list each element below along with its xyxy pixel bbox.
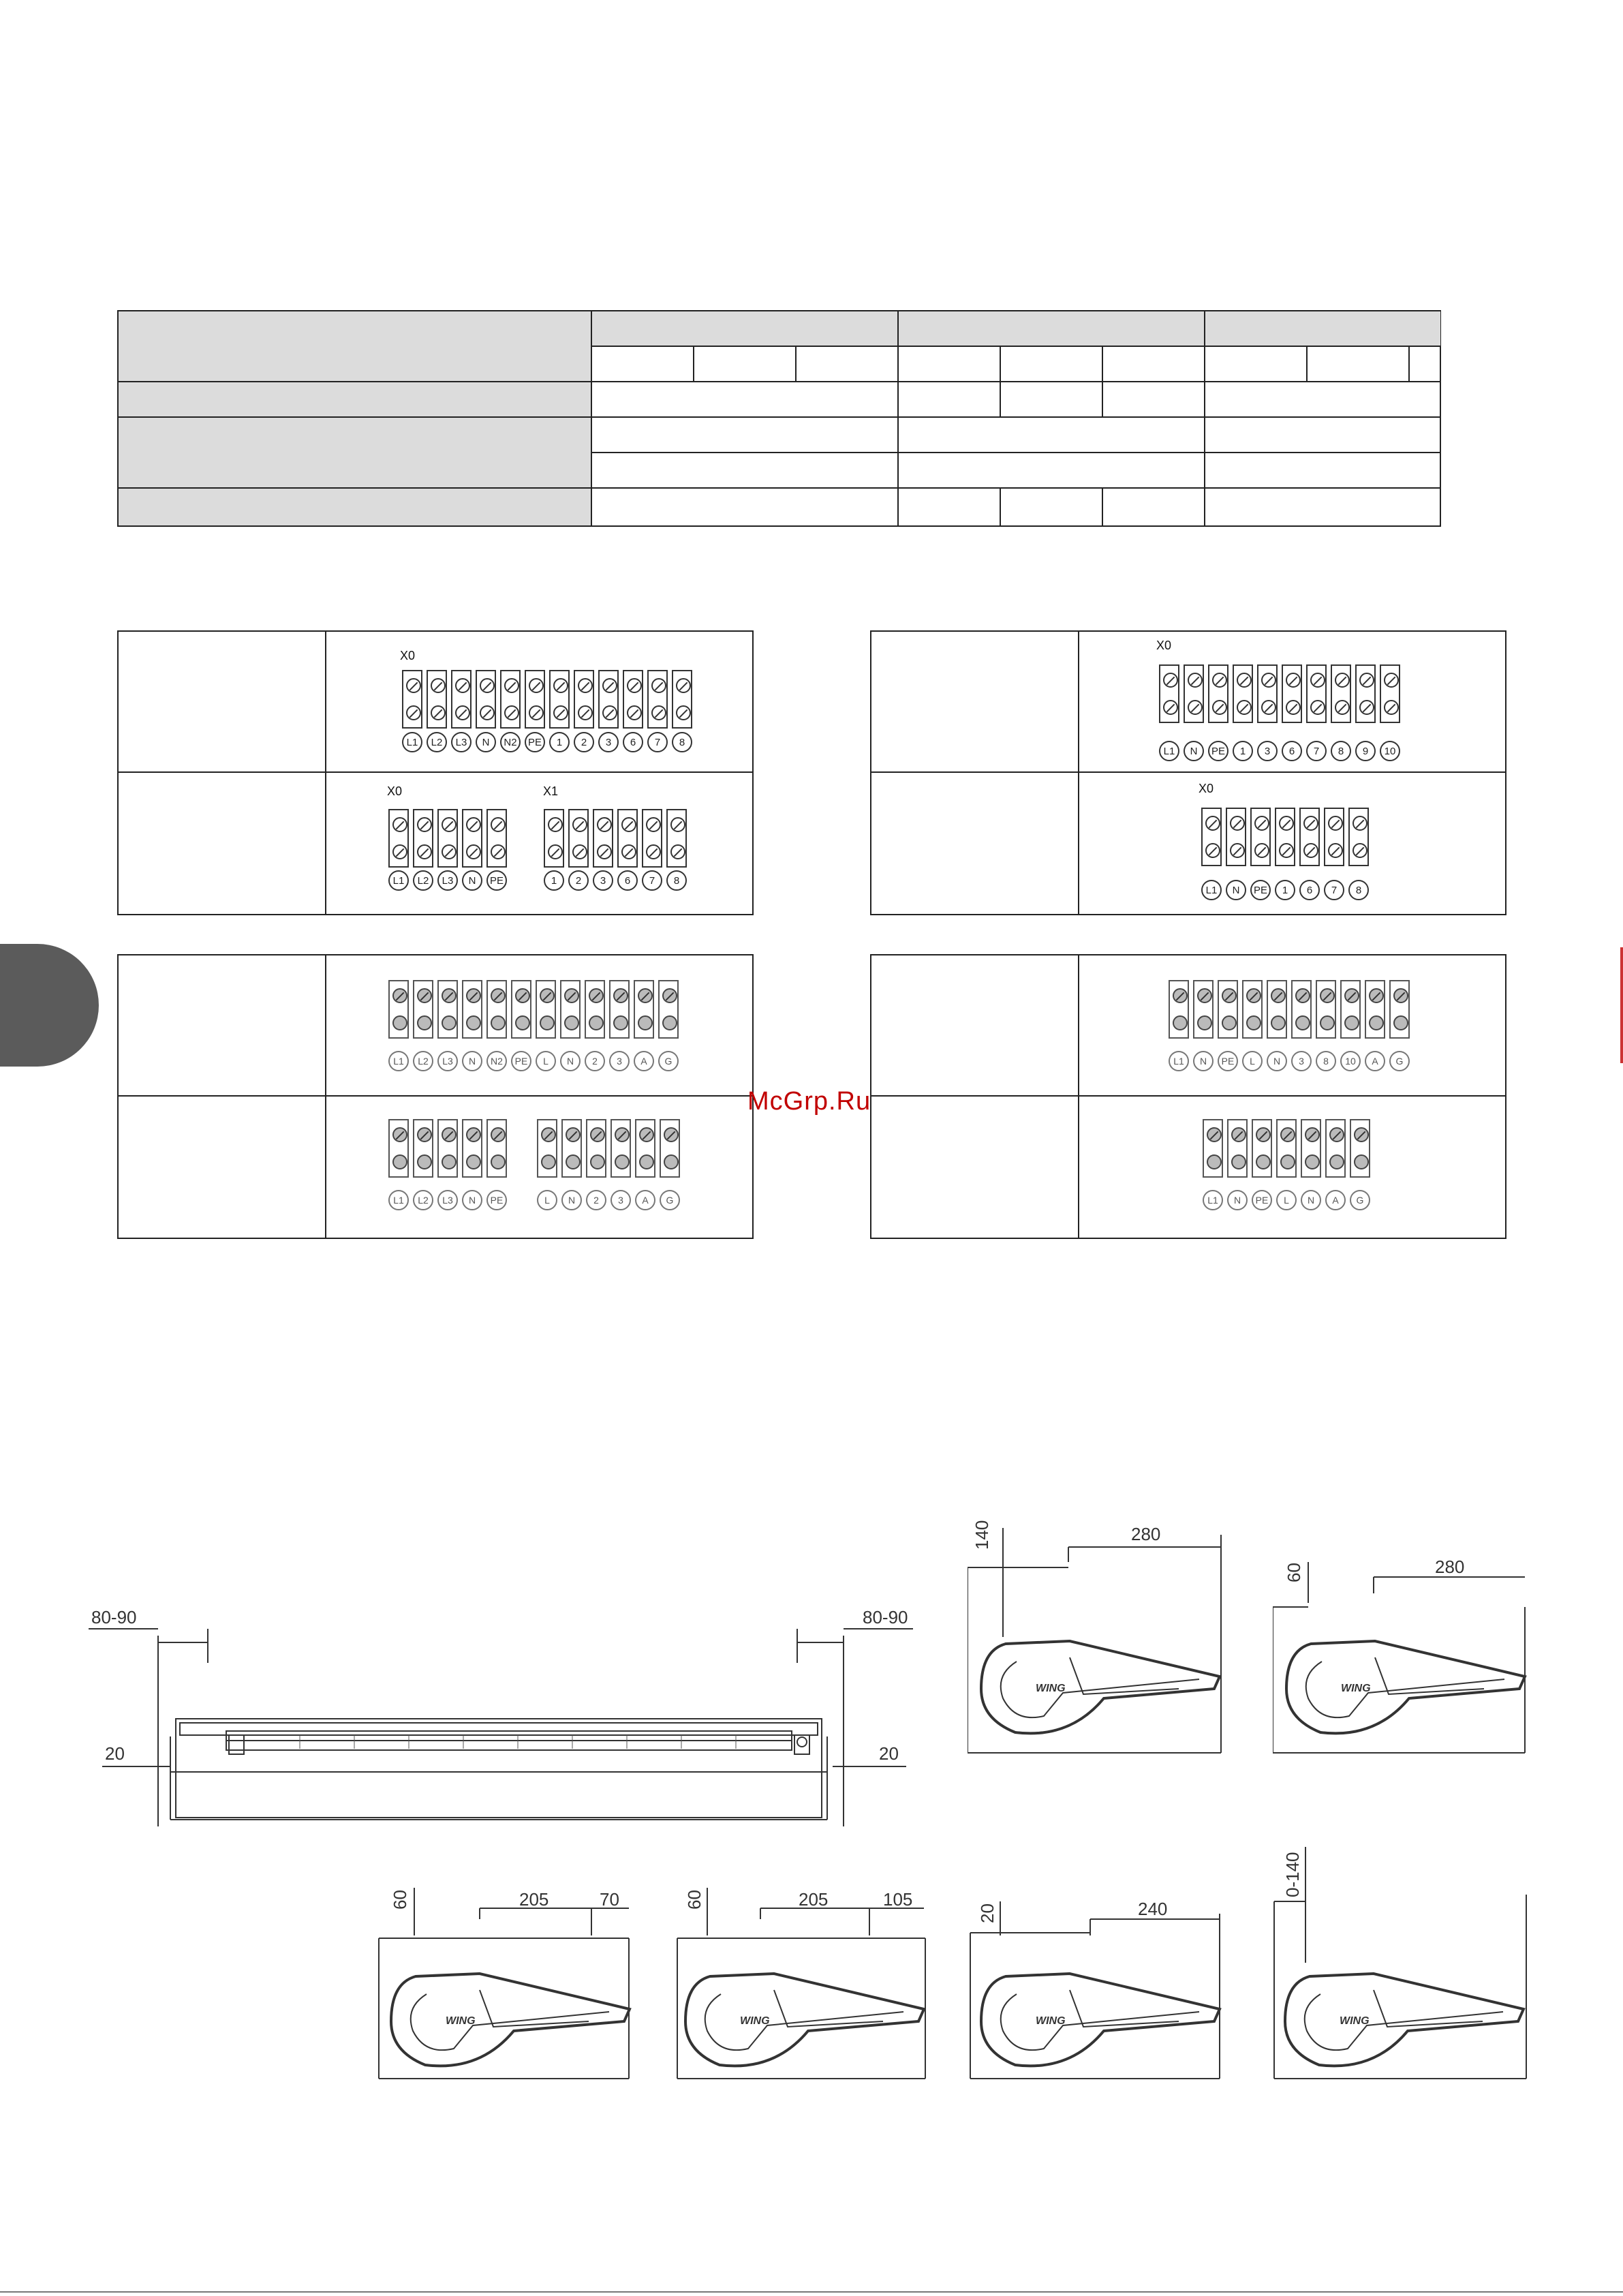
spec-cell — [592, 489, 899, 525]
spec-cell — [1001, 489, 1103, 525]
side-view-b — [1273, 1548, 1532, 1760]
unit-bracket — [229, 1735, 244, 1754]
terminal-box-bottom-right — [870, 954, 1506, 1239]
spec-sub-header — [592, 347, 694, 382]
dim-label-extra: 70 — [600, 1889, 619, 1910]
screw-terminal — [413, 809, 433, 868]
terminal-label: L1 — [388, 1190, 409, 1210]
screw-terminal — [1250, 808, 1271, 866]
screw-terminal — [437, 809, 458, 868]
terminal-label: N — [560, 1051, 581, 1071]
terminal-labels — [388, 1190, 507, 1210]
screw-terminal — [437, 980, 458, 1039]
screw-terminal — [1291, 980, 1312, 1039]
spec-cell — [1103, 489, 1205, 525]
screw-terminal — [427, 670, 447, 729]
terminal-label: 6 — [1282, 741, 1302, 761]
screw-terminal — [593, 809, 613, 868]
screw-terminal — [525, 670, 545, 729]
terminal-label: N2 — [486, 1051, 507, 1071]
terminal-label: L3 — [437, 1051, 458, 1071]
screw-terminal — [1203, 1119, 1223, 1178]
terminal-label: G — [1389, 1051, 1410, 1071]
terminal-label: N — [462, 870, 482, 891]
dim-label-horizontal: 205 — [519, 1889, 549, 1910]
block-label: X0 — [1156, 639, 1172, 652]
front-view-drawing — [68, 1602, 940, 1854]
terminal-label: 3 — [609, 1051, 630, 1071]
terminal-label: A — [635, 1190, 655, 1210]
dim-label-top: 60 — [1284, 1563, 1304, 1582]
terminal-label: 8 — [1331, 741, 1351, 761]
dim-label-top: 0-140 — [1282, 1852, 1303, 1897]
terminal-label: 6 — [617, 870, 638, 891]
terminal-label: L — [1276, 1190, 1297, 1210]
terminal-label: 8 — [672, 732, 692, 752]
screw-terminal — [1340, 980, 1361, 1039]
screw-terminal — [537, 1119, 557, 1178]
spec-group-header-2 — [899, 311, 1205, 347]
screw-terminal — [610, 1119, 631, 1178]
spec-sub-header — [694, 347, 797, 382]
screw-terminal — [617, 809, 638, 868]
screw-terminal — [437, 1119, 458, 1178]
spec-row-label — [119, 382, 592, 418]
watermark: McGrp.Ru — [747, 1087, 871, 1116]
screw-terminal — [609, 980, 630, 1039]
spec-sub-header — [1308, 347, 1410, 382]
terminal-label: PE — [486, 870, 507, 891]
dim-label-top: 60 — [390, 1890, 410, 1910]
terminal-labels — [1201, 880, 1369, 900]
screw-terminal — [1218, 980, 1238, 1039]
screw-terminal — [642, 809, 662, 868]
spec-sub-header — [899, 347, 1001, 382]
terminal-label: 9 — [1355, 741, 1376, 761]
terminal-label: L — [537, 1190, 557, 1210]
terminal-label: PE — [486, 1190, 507, 1210]
screw-terminal — [672, 670, 692, 729]
side-view-a — [968, 1514, 1254, 1760]
terminal-label: PE — [1218, 1051, 1238, 1071]
screw-terminal — [1257, 664, 1278, 723]
wing-logo: WING — [740, 2015, 770, 2027]
terminal-label: 3 — [593, 870, 613, 891]
spec-sub-header — [797, 347, 899, 382]
terminal-label: L1 — [1159, 741, 1179, 761]
dim-label-horizontal: 280 — [1435, 1557, 1465, 1577]
screw-terminal — [476, 670, 496, 729]
terminal-labels — [544, 870, 687, 891]
terminal-strip — [537, 1119, 680, 1178]
terminal-label: PE — [511, 1051, 531, 1071]
terminal-label: L1 — [388, 1051, 409, 1071]
box-divider — [325, 955, 326, 1238]
spec-cell — [1103, 382, 1205, 418]
screw-terminal — [1355, 664, 1376, 723]
screw-terminal — [486, 1119, 507, 1178]
terminal-labels — [388, 1051, 679, 1071]
wing-logo: WING — [1036, 1683, 1066, 1694]
screw-terminal — [544, 809, 564, 868]
terminal-label: 1 — [549, 732, 570, 752]
block-label: X0 — [400, 649, 416, 662]
spec-cell — [1205, 418, 1440, 453]
dim-label-horizontal: 205 — [799, 1889, 829, 1910]
terminal-label: N — [1184, 741, 1204, 761]
dim-label-top: 60 — [684, 1890, 705, 1910]
dim-label-top: 140 — [972, 1520, 992, 1550]
terminal-label: 2 — [574, 732, 594, 752]
screw-terminal — [1226, 808, 1246, 866]
screw-terminal — [402, 670, 422, 729]
terminal-label: L3 — [451, 732, 472, 752]
screw-terminal — [635, 1119, 655, 1178]
spec-cell — [899, 382, 1001, 418]
screw-terminal — [462, 980, 482, 1039]
terminal-label: 8 — [666, 870, 687, 891]
terminal-label: 1 — [1275, 880, 1295, 900]
terminal-label: 7 — [642, 870, 662, 891]
screw-terminal — [1275, 808, 1295, 866]
unit-top-strip — [180, 1723, 818, 1735]
terminal-label: 7 — [1306, 741, 1327, 761]
terminal-strip — [388, 1119, 507, 1178]
terminal-box-bottom-left — [117, 954, 754, 1239]
screw-terminal — [660, 1119, 680, 1178]
screw-terminal — [1282, 664, 1302, 723]
dim-label-right-side: 20 — [879, 1743, 899, 1764]
screw-terminal — [666, 809, 687, 868]
spec-cell — [592, 418, 899, 453]
terminal-label: N — [1193, 1051, 1214, 1071]
screw-terminal — [1193, 980, 1214, 1039]
screw-terminal — [561, 1119, 582, 1178]
screw-terminal — [598, 670, 619, 729]
screw-terminal — [568, 809, 589, 868]
terminal-label: L — [1242, 1051, 1263, 1071]
page-edge-mark — [1620, 947, 1623, 1063]
dim-label-left-gap: 80-90 — [91, 1607, 137, 1627]
screw-terminal — [1324, 808, 1344, 866]
terminal-label: PE — [525, 732, 545, 752]
terminal-label: 1 — [544, 870, 564, 891]
dim-label-extra: 105 — [883, 1889, 913, 1910]
unit-body — [176, 1719, 822, 1818]
dim-label-top: 20 — [977, 1903, 998, 1923]
screw-terminal — [1299, 808, 1320, 866]
terminal-box-top-right — [870, 630, 1506, 915]
spec-row-label — [119, 418, 592, 489]
block-label: X1 — [543, 784, 559, 798]
spec-cell — [1205, 489, 1440, 525]
wing-logo: WING — [1340, 2015, 1370, 2027]
terminal-label: 7 — [1324, 880, 1344, 900]
terminal-label: L1 — [388, 870, 409, 891]
terminal-label: 2 — [568, 870, 589, 891]
wing-logo: WING — [1341, 1683, 1371, 1694]
screw-terminal — [623, 670, 643, 729]
dim-label-horizontal: 240 — [1138, 1899, 1168, 1919]
screw-terminal — [658, 980, 679, 1039]
terminal-label: N — [462, 1051, 482, 1071]
screw-terminal — [486, 809, 507, 868]
screw-terminal — [1184, 664, 1204, 723]
screw-terminal — [586, 1119, 606, 1178]
side-view-f — [1267, 1833, 1540, 2092]
terminal-labels — [388, 870, 507, 891]
dim-label-right-gap: 80-90 — [863, 1607, 908, 1627]
spec-header-label-cell — [119, 311, 592, 382]
terminal-labels — [537, 1190, 680, 1210]
terminal-label: L1 — [1203, 1190, 1223, 1210]
terminal-label: L1 — [1169, 1051, 1189, 1071]
terminal-label: G — [658, 1051, 679, 1071]
terminal-label: 6 — [1299, 880, 1320, 900]
screw-terminal — [413, 980, 433, 1039]
terminal-labels — [1169, 1051, 1410, 1071]
terminal-label: 8 — [1316, 1051, 1336, 1071]
terminal-label: N — [1267, 1051, 1287, 1071]
terminal-strip — [544, 809, 687, 868]
screw-terminal — [451, 670, 472, 729]
terminal-label: A — [634, 1051, 654, 1071]
screw-terminal — [388, 809, 409, 868]
box-divider — [871, 771, 1505, 773]
screw-terminal — [1350, 1119, 1370, 1178]
screw-terminal — [1325, 1119, 1346, 1178]
screw-terminal — [1252, 1119, 1272, 1178]
spec-row-label — [119, 489, 592, 525]
terminal-label: PE — [1208, 741, 1228, 761]
terminal-label: 7 — [647, 732, 668, 752]
screw-terminal — [1301, 1119, 1321, 1178]
terminal-label: 3 — [1257, 741, 1278, 761]
spec-group-header-3 — [1205, 311, 1440, 347]
box-divider — [119, 1095, 752, 1097]
terminal-strip — [402, 670, 692, 729]
screw-terminal — [388, 1119, 409, 1178]
terminal-label: 2 — [586, 1190, 606, 1210]
side-view-e — [968, 1874, 1240, 2092]
screw-terminal — [1159, 664, 1179, 723]
page-bottom-rule — [0, 2291, 1623, 2293]
box-divider — [1078, 632, 1079, 914]
spec-cell — [592, 382, 899, 418]
screw-terminal — [1380, 664, 1400, 723]
side-view-c — [373, 1874, 646, 2092]
screw-terminal — [1331, 664, 1351, 723]
terminal-label: L2 — [427, 732, 447, 752]
terminal-label: N — [462, 1190, 482, 1210]
screw-terminal — [511, 980, 531, 1039]
terminal-labels — [1203, 1190, 1370, 1210]
spec-group-header-1 — [592, 311, 899, 347]
spec-cell — [1205, 453, 1440, 489]
terminal-strip — [1201, 808, 1369, 866]
spec-cell — [1205, 382, 1440, 418]
terminal-label: N — [561, 1190, 582, 1210]
box-divider — [1078, 955, 1079, 1238]
screw-terminal — [536, 980, 556, 1039]
dim-label-horizontal: 280 — [1131, 1524, 1161, 1544]
terminal-label: L1 — [1201, 880, 1222, 900]
screw-terminal — [1201, 808, 1222, 866]
spec-cell — [899, 418, 1205, 453]
terminal-label: L1 — [402, 732, 422, 752]
screw-terminal — [486, 980, 507, 1039]
screw-terminal — [462, 1119, 482, 1178]
screw-terminal — [560, 980, 581, 1039]
terminal-strip — [388, 809, 507, 868]
screw-terminal — [1306, 664, 1327, 723]
spec-sub-header — [1410, 347, 1440, 382]
spec-cell — [592, 453, 899, 489]
box-divider — [119, 771, 752, 773]
screw-terminal — [462, 809, 482, 868]
terminal-label: 8 — [1348, 880, 1369, 900]
terminal-label: A — [1365, 1051, 1385, 1071]
spec-sub-header — [1001, 347, 1103, 382]
terminal-label: 6 — [623, 732, 643, 752]
terminal-label: L — [536, 1051, 556, 1071]
terminal-label: 3 — [1291, 1051, 1312, 1071]
terminal-label: N — [1226, 880, 1246, 900]
chapter-tab — [0, 944, 99, 1067]
spec-sub-header — [1103, 347, 1205, 382]
spec-cell — [899, 489, 1001, 525]
spec-table — [117, 310, 1441, 527]
screw-terminal — [1389, 980, 1410, 1039]
screw-terminal — [1208, 664, 1228, 723]
terminal-box-top-left — [117, 630, 754, 915]
screw-terminal — [1276, 1119, 1297, 1178]
block-label: X0 — [1199, 782, 1214, 795]
screw-terminal — [1348, 808, 1369, 866]
terminal-label: 3 — [598, 732, 619, 752]
terminal-label: G — [1350, 1190, 1370, 1210]
dim-label-left-side: 20 — [105, 1743, 125, 1764]
wing-logo: WING — [446, 2015, 476, 2027]
screw-terminal — [647, 670, 668, 729]
terminal-label: N — [476, 732, 496, 752]
terminal-labels — [402, 732, 692, 752]
screw-terminal — [574, 670, 594, 729]
screw-terminal — [1227, 1119, 1248, 1178]
terminal-label: PE — [1252, 1190, 1272, 1210]
screw-terminal — [1267, 980, 1287, 1039]
terminal-label: 2 — [585, 1051, 605, 1071]
screw-terminal — [413, 1119, 433, 1178]
side-view-d — [672, 1874, 944, 2092]
screw-terminal — [1169, 980, 1189, 1039]
terminal-strip — [1159, 664, 1400, 723]
terminal-label: PE — [1250, 880, 1271, 900]
terminal-label: L2 — [413, 870, 433, 891]
terminal-strip — [1169, 980, 1410, 1039]
screw-terminal — [1242, 980, 1263, 1039]
terminal-label: A — [1325, 1190, 1346, 1210]
terminal-label: N — [1301, 1190, 1321, 1210]
spec-cell — [899, 453, 1205, 489]
terminal-label: G — [660, 1190, 680, 1210]
terminal-labels — [1159, 741, 1400, 761]
block-label: X0 — [387, 784, 403, 798]
terminal-label: L2 — [413, 1190, 433, 1210]
screw-terminal — [388, 980, 409, 1039]
screw-terminal — [634, 980, 654, 1039]
terminal-strip — [1203, 1119, 1370, 1178]
screw-terminal — [585, 980, 605, 1039]
terminal-label: 10 — [1340, 1051, 1361, 1071]
screw-terminal — [1365, 980, 1385, 1039]
terminal-label: L3 — [437, 870, 458, 891]
box-divider — [325, 632, 326, 914]
unit-bracket — [794, 1735, 809, 1754]
terminal-label: 1 — [1233, 741, 1253, 761]
terminal-label: N2 — [500, 732, 521, 752]
screw-terminal — [500, 670, 521, 729]
terminal-label: L2 — [413, 1051, 433, 1071]
terminal-label: 3 — [610, 1190, 631, 1210]
screw-terminal — [549, 670, 570, 729]
terminal-strip — [388, 980, 679, 1039]
spec-cell — [1001, 382, 1103, 418]
screw-terminal — [1316, 980, 1336, 1039]
screw-terminal — [1233, 664, 1253, 723]
box-divider — [871, 1095, 1505, 1097]
terminal-label: 10 — [1380, 741, 1400, 761]
unit-fixing — [797, 1737, 807, 1747]
terminal-label: N — [1227, 1190, 1248, 1210]
terminal-label: L3 — [437, 1190, 458, 1210]
spec-sub-header — [1205, 347, 1308, 382]
wing-logo: WING — [1036, 2015, 1066, 2027]
